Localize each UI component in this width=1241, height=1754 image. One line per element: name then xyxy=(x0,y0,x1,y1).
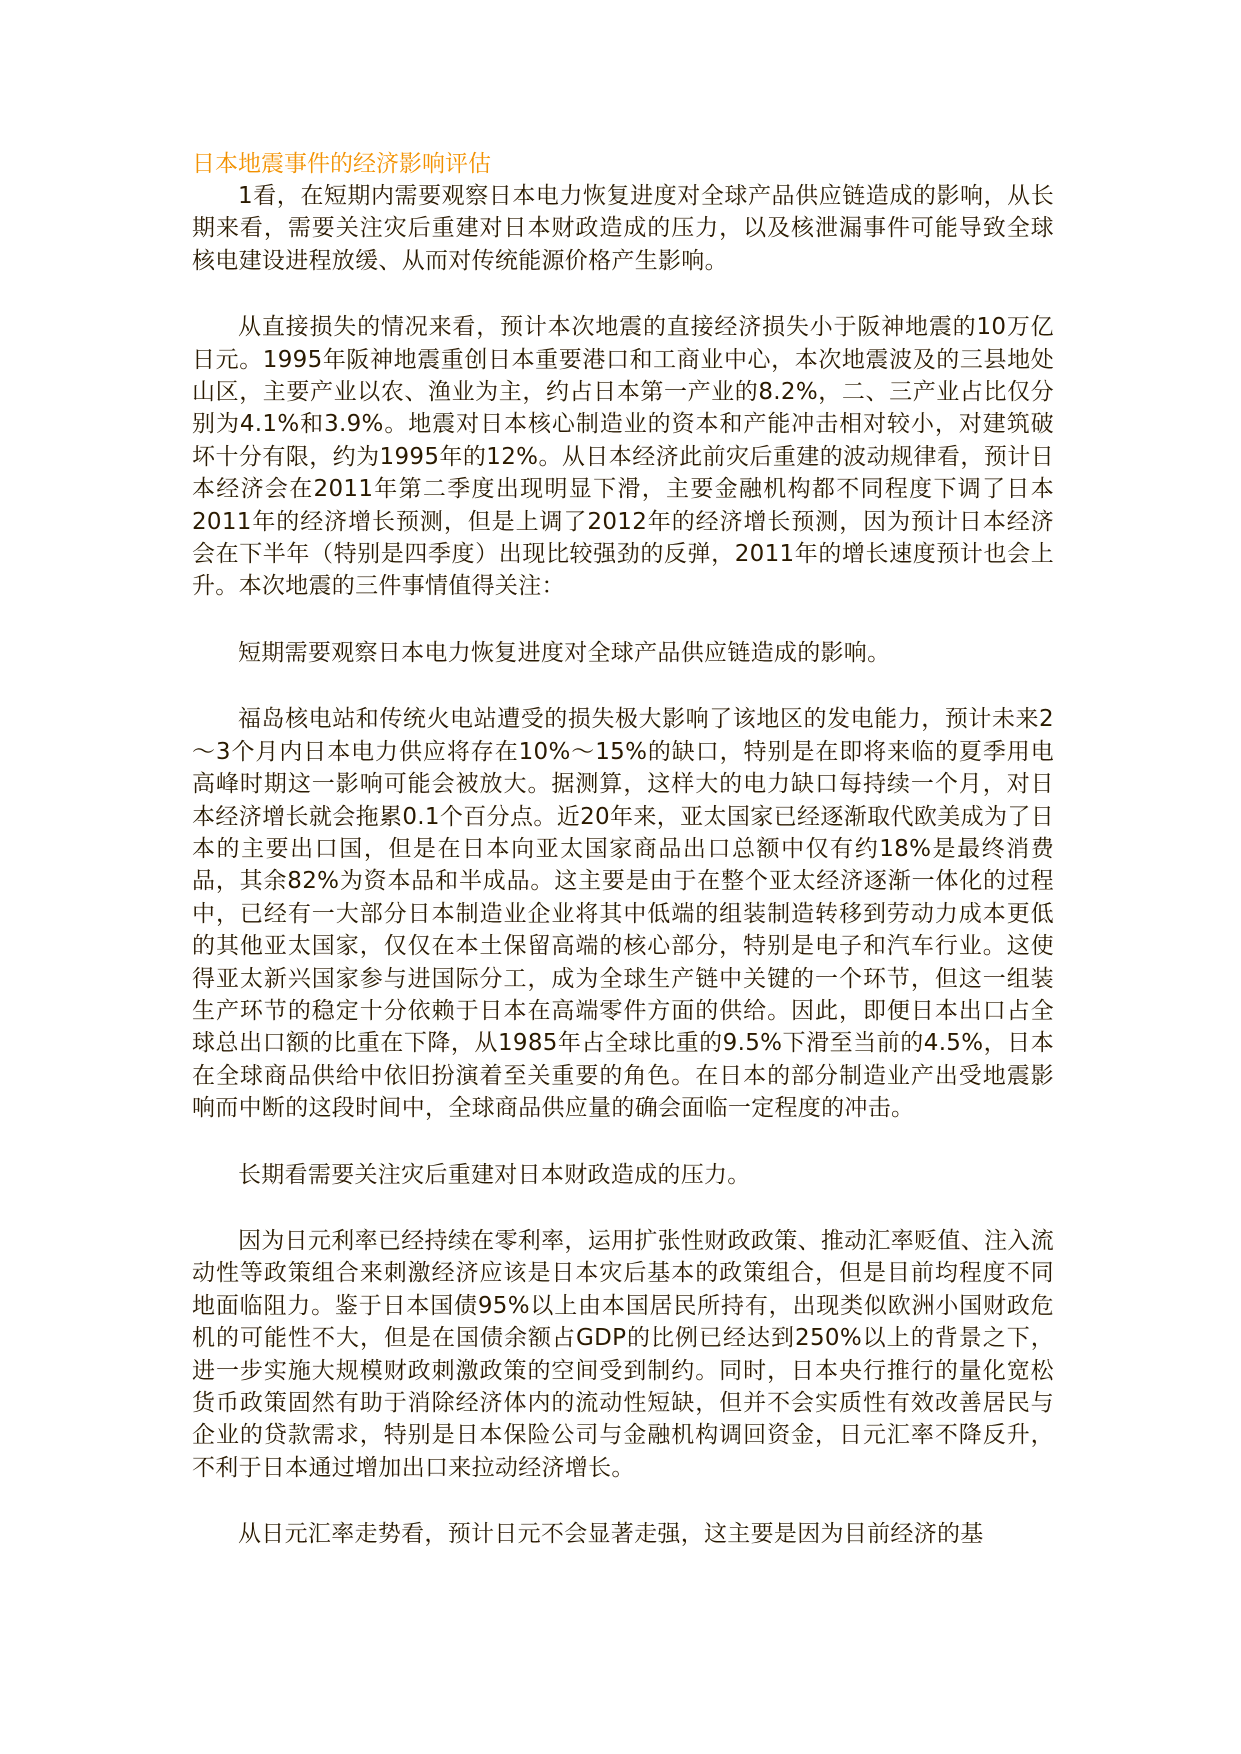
paragraph-spacer xyxy=(192,603,1054,637)
paragraph-power-supply: 福岛核电站和传统火电站遭受的损失极大影响了该地区的发电能力，预计未来2～3个月内日本电力供应将存在10%～15%的缺口，特别是在即将来临的夏季用电高峰时期这一影响可能会被放大。据测算，这样大的电力缺口每持续一个月，对日本经济增长就会拖累0.1个百分点。近20年来，亚太国家已经逐渐取代欧美成为了日本的主要出口国，但是在日本向亚太国家商品出口总额中仅有约18%是最终消费品，其余82%为资本品和半成品。这主要是由于在整个亚太经济逐渐一体化的过程中，已经有一大部分日本制造业企业将其中低端的组装制造转移到劳动力成本更低的其他亚太国家，仅仅在本土保留高端的核心部分，特别是电子和汽车行业。这使得亚太新兴国家参与进国际分工，成为全球生产链中关键的一个环节，但这一组装生产环节的稳定十分依赖于日本在高端零件方面的供给。因此，即便日本出口占全球总出口额的比重在下降，从1985年占全球比重的9.5%下滑至当前的4.5%，日本在全球商品供给中依旧扮演着至关重要的角色。在日本的部分制造业产出受地震影响而中断的这段时间中，全球商品供应量的确会面临一定程度的冲击。 xyxy=(192,706,1054,1122)
paragraph-spacer xyxy=(192,1125,1054,1159)
paragraph-direct-loss: 从直接损失的情况来看，预计本次地震的直接经济损失小于阪神地震的10万亿日元。1995年阪神地震重创日本重要港口和工商业中心，本次地震波及的三县地处山区，主要产业以农、渔业为主，约占日本第一产业的8.2%，二、三产业占比仅分别为4.1%和3.9%。地震对日本核心制造业的资本和产能冲击相对较小，对建筑破坏十分有限，约为1995年的12%。从日本经济此前灾后重建的波动规律看，预计日本经济会在2011年第二季度出现明显下滑，主要金融机构都不同程度下调了日本2011年的经济增长预测，但是上调了2012年的经济增长预测，因为预计日本经济会在下半年（特别是四季度）出现比较强劲的反弹，2011年的增长速度预计也会上升。本次地震的三件事情值得关注： xyxy=(192,314,1054,600)
paragraph-yen-outlook: 从日元汇率走势看，预计日元不会显著走强，这主要是因为目前经济的基 xyxy=(238,1521,984,1548)
paragraph-spacer xyxy=(192,1484,1054,1518)
paragraph-overview: 1看，在短期内需要观察日本电力恢复进度对全球产品供应链造成的影响，从长期来看，需要关注灾后重建对日本财政造成的压力，以及核泄漏事件可能导致全球核电建设进程放缓、从而对传统能源价格产生影响。 xyxy=(192,183,1054,274)
paragraph-long-term-heading: 长期看需要关注灾后重建对日本财政造成的压力。 xyxy=(238,1161,751,1188)
paragraph-spacer xyxy=(192,1191,1054,1225)
paragraph-fiscal-pressure: 因为日元利率已经持续在零利率，运用扩张性财政政策、推动汇率贬值、注入流动性等政策组合来刺激经济应该是日本灾后基本的政策组合，但是目前均程度不同地面临阻力。鉴于日本国债95%以上由本国居民所持有，出现类似欧洲小国财政危机的可能性不大，但是在国债余额占GDP的比例已经达到250%以上的背景之下，进一步实施大规模财政刺激政策的空间受到制约。同时，日本央行推行的量化宽松货币政策固然有助于消除经济体内的流动性短缺，但并不会实质性有效改善居民与企业的贷款需求，特别是日本保险公司与金融机构调回资金，日元汇率不降反升，不利于日本通过增加出口来拉动经济增长。 xyxy=(192,1227,1054,1481)
paragraph-spacer xyxy=(192,669,1054,703)
document-title: 日本地震事件的经济影响评估 xyxy=(192,151,491,177)
paragraph-spacer xyxy=(192,277,1054,311)
document-body xyxy=(192,148,1054,1551)
paragraph-short-term-heading: 短期需要观察日本电力恢复进度对全球产品供应链造成的影响。 xyxy=(238,639,891,666)
